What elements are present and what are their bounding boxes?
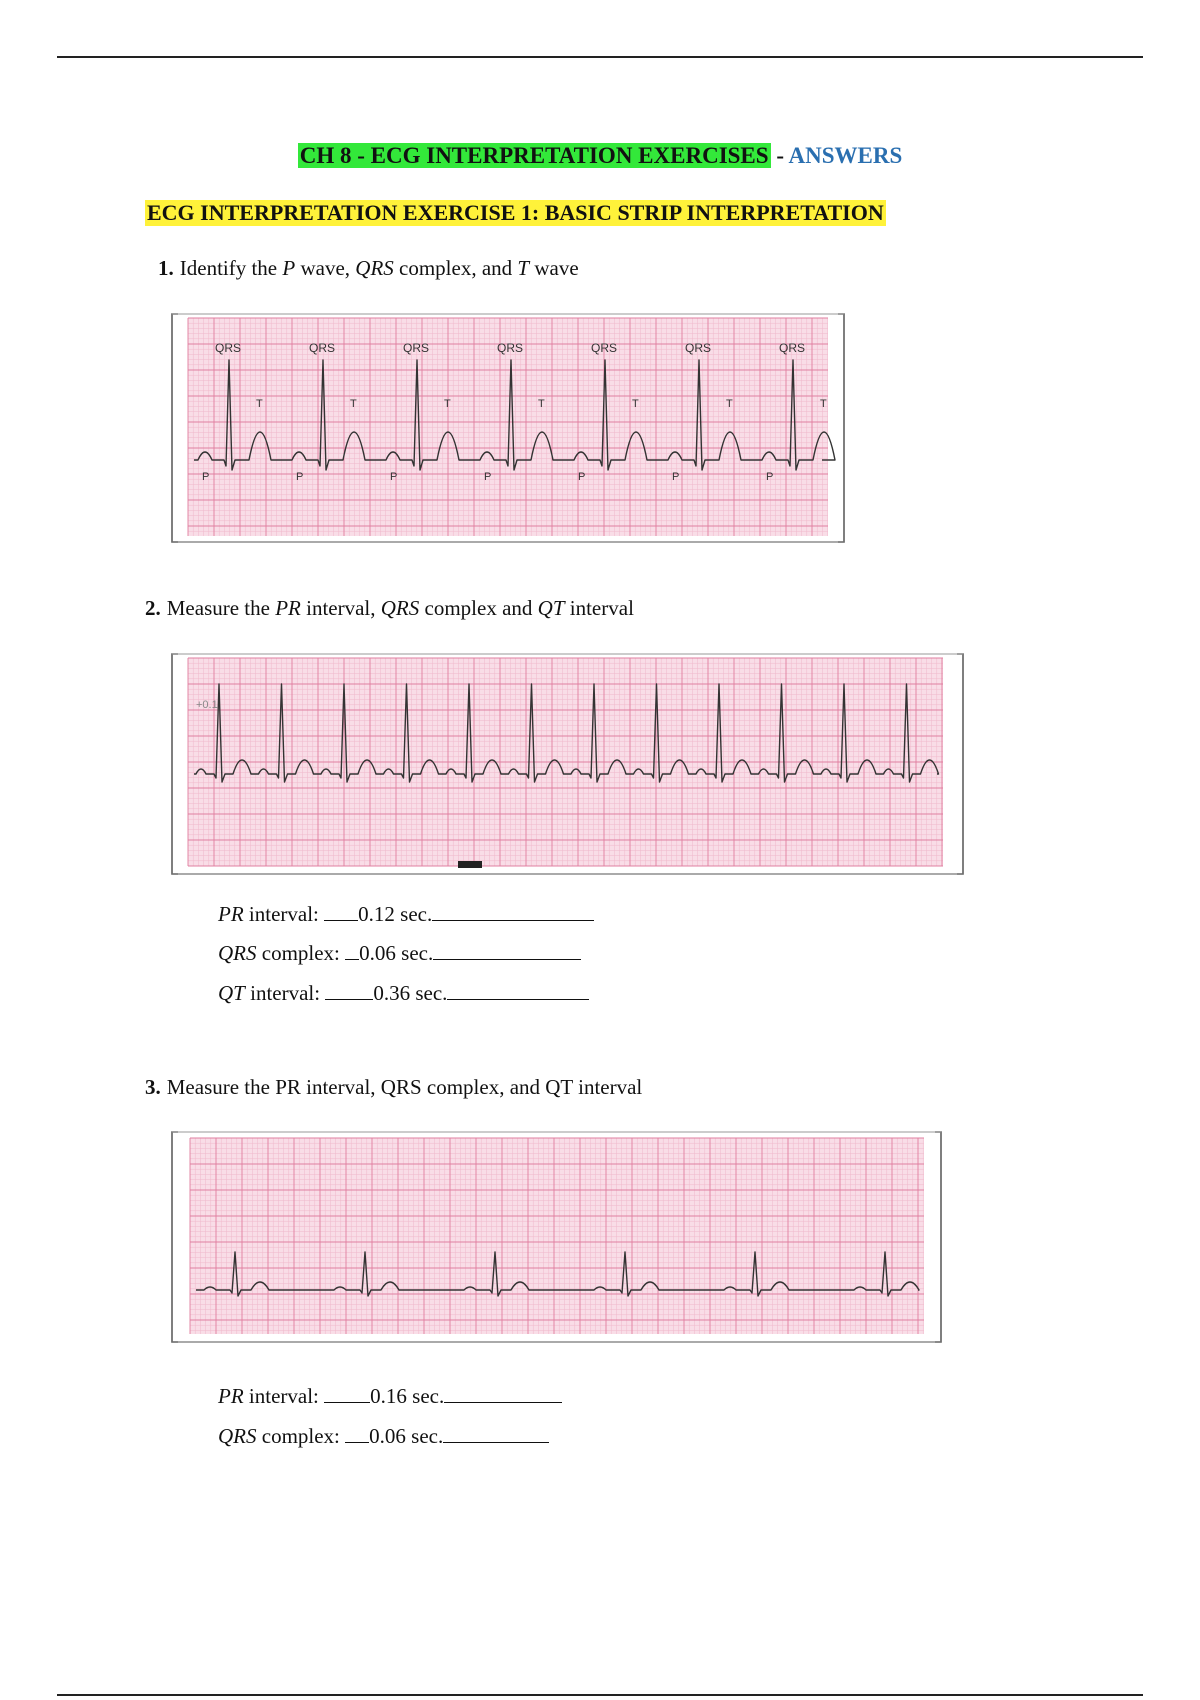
p-wave-label: P xyxy=(202,471,210,483)
question-1 xyxy=(158,256,579,281)
answer-label-em: PR xyxy=(218,1384,244,1408)
q3-answer-qrs xyxy=(218,1422,549,1449)
question-1-number: 1. xyxy=(158,256,174,280)
answer-value: 0.06 sec. xyxy=(359,941,434,965)
answer-value: 0.16 sec. xyxy=(370,1384,445,1408)
answer-label: interval: xyxy=(243,1384,319,1408)
answer-label: complex: xyxy=(256,941,340,965)
q1-text-d: wave xyxy=(529,256,579,280)
answer-blank xyxy=(433,939,581,960)
qrs-label: QRS xyxy=(215,341,242,355)
strip-black-mark xyxy=(458,861,482,868)
t-wave-label: T xyxy=(538,398,545,410)
strip-calibration-marker: +0.1 xyxy=(196,699,218,711)
question-3 xyxy=(145,1075,642,1100)
q2-answer-qrs xyxy=(218,939,581,966)
question-3-number: 3. xyxy=(145,1075,161,1099)
ecg-strip-2-svg xyxy=(170,652,965,876)
answer-label-em: QRS xyxy=(218,1424,257,1448)
qrs-label: QRS xyxy=(403,341,430,355)
qrs-label: QRS xyxy=(591,341,618,355)
q2-text-c: complex and xyxy=(419,596,538,620)
ecg-strip-1-svg xyxy=(170,312,846,544)
p-wave-label: P xyxy=(672,471,680,483)
qrs-label: QRS xyxy=(497,341,524,355)
t-wave-label: T xyxy=(820,398,827,410)
answer-blank xyxy=(325,979,373,1000)
q2-text-d: interval xyxy=(564,596,634,620)
answers-label: ANSWERS xyxy=(788,143,903,168)
page-title xyxy=(0,143,1200,169)
exercise-heading: ECG INTERPRETATION EXERCISE 1: BASIC STRIP INTERPRETATION xyxy=(147,200,884,225)
answer-blank xyxy=(432,900,594,921)
top-rule xyxy=(57,56,1143,58)
answer-label-em: QRS xyxy=(218,941,257,965)
t-wave-label: T xyxy=(350,398,357,410)
q1-p: P xyxy=(282,256,296,280)
q1-text-b: wave, xyxy=(295,256,356,280)
q2-qrs: QRS xyxy=(380,596,420,620)
answer-label: interval: xyxy=(243,902,319,926)
answer-label: complex: xyxy=(256,1424,340,1448)
p-wave-label: P xyxy=(766,471,774,483)
q1-text-a: Identify the xyxy=(179,256,283,280)
t-wave-label: T xyxy=(726,398,733,410)
ecg-strip-2 xyxy=(170,652,965,876)
p-wave-label: P xyxy=(296,471,304,483)
answer-blank xyxy=(447,979,589,1000)
answer-blank xyxy=(443,1422,549,1443)
answer-blank xyxy=(444,1382,562,1403)
q1-qrs: QRS xyxy=(355,256,394,280)
chapter-title: CH 8 - ECG INTERPRETATION EXERCISES xyxy=(299,143,769,168)
q1-t: T xyxy=(517,256,530,280)
q3-answer-pr xyxy=(218,1382,562,1409)
answer-blank xyxy=(345,939,359,960)
qrs-label: QRS xyxy=(685,341,712,355)
p-wave-label: P xyxy=(390,471,398,483)
question-2-number: 2. xyxy=(145,596,161,620)
t-wave-label: T xyxy=(444,398,451,410)
ecg-strip-3-svg xyxy=(170,1130,943,1344)
question-2 xyxy=(145,596,634,621)
q3-text: Measure the PR interval, QRS complex, and QT interval xyxy=(166,1075,643,1099)
ecg-strip-1 xyxy=(170,312,846,544)
answer-label: interval: xyxy=(244,981,321,1005)
q1-text-c: complex, and xyxy=(393,256,518,280)
q2-answer-pr xyxy=(218,900,594,927)
answer-value: 0.12 sec. xyxy=(358,902,433,926)
answer-blank xyxy=(345,1422,369,1443)
q2-qt: QT xyxy=(537,596,565,620)
qrs-label: QRS xyxy=(779,341,806,355)
q2-text-a: Measure the xyxy=(166,596,276,620)
ecg-strip-3 xyxy=(170,1130,943,1344)
answer-label-em: PR xyxy=(218,902,244,926)
answer-label-em: QT xyxy=(218,981,245,1005)
t-wave-label: T xyxy=(632,398,639,410)
title-separator: - xyxy=(776,143,784,168)
answer-value: 0.36 sec. xyxy=(373,981,448,1005)
q2-pr: PR xyxy=(275,596,301,620)
answer-blank xyxy=(324,1382,370,1403)
t-wave-label: T xyxy=(256,398,263,410)
answer-value: 0.06 sec. xyxy=(369,1424,444,1448)
p-wave-label: P xyxy=(578,471,586,483)
q2-text-b: interval, xyxy=(300,596,381,620)
q2-answer-qt xyxy=(218,979,589,1006)
answer-blank xyxy=(324,900,358,921)
p-wave-label: P xyxy=(484,471,492,483)
qrs-label: QRS xyxy=(309,341,336,355)
bottom-rule xyxy=(57,1694,1143,1696)
